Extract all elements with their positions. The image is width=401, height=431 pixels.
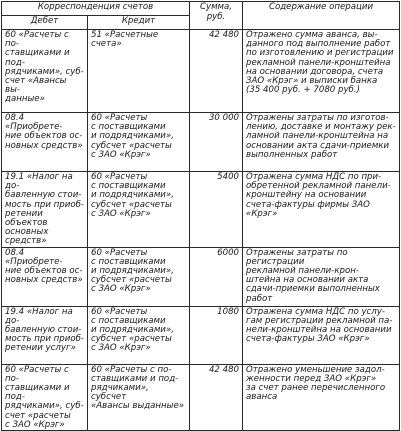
sum-cell: 42 480: [190, 30, 243, 113]
credit-text: 60 «Расчеты с поставщиками и подрядчиками», субсчет «расчеты с ЗАО «Крэг»: [91, 113, 174, 160]
sum-cell: 1080: [190, 306, 243, 364]
content-text: Отражены затраты по регистрации рекламной панели-крон- штейна на основании акта сдачи-приемки выполненных работ: [246, 247, 380, 304]
debit-text: 60 «Расчеты с по- ставщиками и под- рядчиками», суб- счет «расчеты с ЗАО «Крэг»: [5, 364, 84, 430]
content-text: Отражены затраты по изготов- лению, доставке и монтажу рек- ламной панели-кронштейна на основании акта сдачи-приемки выполненных работ: [246, 113, 396, 160]
content-text: Отражено сумма аванса, вы- данного под выполнение работ по изготовлению и регистрации рекламной панели-кронштейна на основании договора, счета ЗАО «Крэг» и выписки банка (35 400 руб. + 7080 руб.): [246, 30, 394, 96]
accounting-entries-table: [1, 1, 400, 431]
credit-text: 60 «Расчеты с поставщиками и подрядчиками», субсчет «расчеты с ЗАО «Крэг»: [91, 306, 174, 354]
table-row: [2, 247, 400, 306]
debit-text: 19.4 «Налог на до- бавленную стои- мость при приоб- ретении услуг»: [5, 306, 84, 354]
credit-cell: [88, 172, 190, 248]
credit-cell: [88, 113, 190, 172]
debit-text: 08.4 «Приобрете- ние объектов ос- новных средств»: [5, 113, 83, 151]
credit-text: 60 «Расчеты с по- ставщиками и под- рядчиками», субсчет «Авансы выданные»: [91, 364, 185, 412]
header-row-top: [2, 2, 400, 16]
content-text: Отражено уменьшение задол- женности перед ЗАО «Крэг» за счет ранее перечисленного аванса: [246, 364, 386, 403]
debit-cell: [2, 306, 88, 364]
debit-cell: [2, 172, 88, 248]
content-cell: [243, 247, 400, 306]
content-cell: [243, 172, 400, 248]
table-row: [2, 306, 400, 364]
sum-cell: 42 480: [190, 364, 243, 430]
content-cell: [243, 306, 400, 364]
debit-text: 60 «Расчеты с по- ставщиками и под- рядчиками», суб- счет «Авансы вы- данные»: [5, 30, 84, 105]
debit-text: 19.1 «Налог на до- бавленную стои- мость при приоб- ретении объектов основных средств»: [5, 172, 84, 247]
credit-cell: [88, 364, 190, 430]
table-row: [2, 113, 400, 172]
accounts-correspondence-header: Корреспонденция счетов: [2, 2, 190, 16]
content-cell: [243, 30, 400, 113]
content-cell: [243, 113, 400, 172]
table-row: [2, 30, 400, 113]
table-row: [2, 172, 400, 248]
debit-header: Дебет: [2, 16, 88, 30]
credit-header: Кредит: [88, 16, 190, 30]
debit-cell: [2, 113, 88, 172]
debit-cell: [2, 364, 88, 430]
credit-text: 60 «Расчеты с поставщиками и подрядчиками», субсчет «расчеты с ЗАО «Крэг»: [91, 172, 174, 219]
table-row: [2, 364, 400, 430]
debit-cell: [2, 247, 88, 306]
sum-header-label: Сумма, руб.: [199, 2, 233, 22]
sum-cell: 5400: [190, 172, 243, 248]
credit-text: 60 «Расчеты с поставщиками и подрядчиками», субсчет «расчеты с ЗАО «Крэг»: [91, 247, 174, 295]
content-text: Отражена сумма НДС по при- обретенной рекламной панели- кронштейну на основании счета-фактуры фирмы ЗАО «Крэг»: [246, 172, 391, 219]
sum-cell: 6000: [190, 247, 243, 306]
debit-text: 08.4 «Приобрете- ние объектов ос- новных средств»: [5, 247, 83, 286]
credit-cell: [88, 247, 190, 306]
sum-cell: 30 000: [190, 113, 243, 172]
debit-cell: [2, 30, 88, 113]
credit-text: 51 «Расчетные счета»: [91, 30, 159, 50]
credit-cell: [88, 306, 190, 364]
content-header: Содержание операции: [243, 2, 400, 30]
accounting-entries-table-container: [1, 1, 399, 430]
content-text: Отражена сумма НДС по услу- гам регистрации рекламной па- нели-кронштейна на основании счета-фактуры ЗАО «Крэг»: [246, 306, 393, 345]
sum-header: [190, 2, 243, 30]
credit-cell: [88, 30, 190, 113]
content-cell: [243, 364, 400, 430]
